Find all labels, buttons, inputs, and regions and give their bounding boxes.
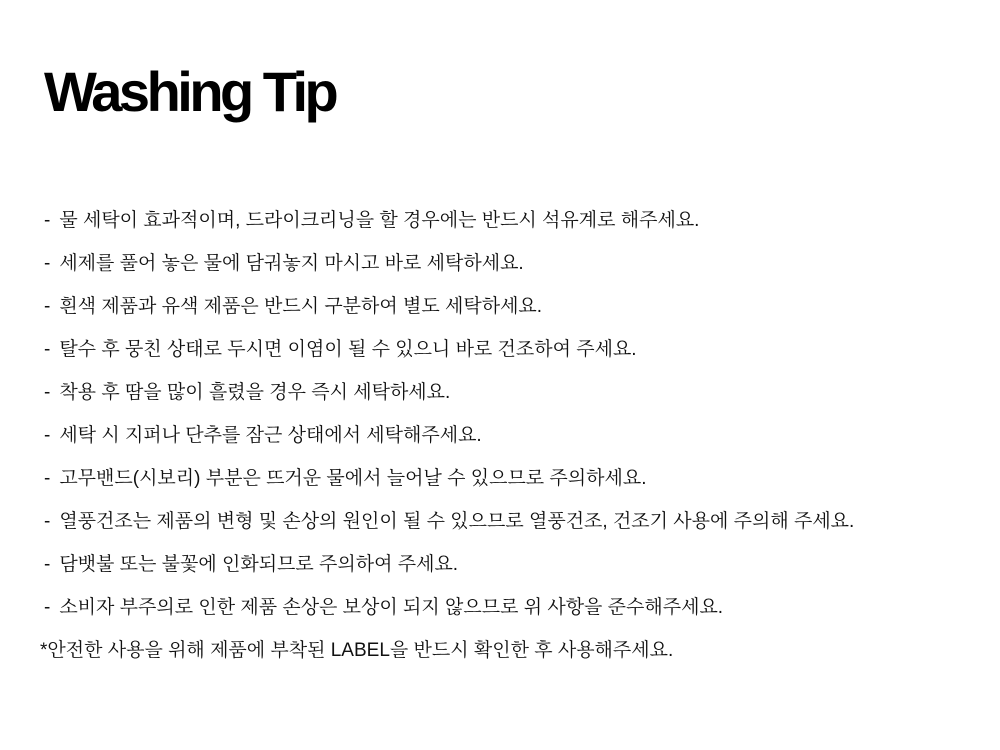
bullet-dash: - — [44, 253, 51, 274]
list-item — [44, 199, 970, 242]
list-item — [44, 414, 970, 457]
list-item — [44, 242, 970, 285]
bullet-dash: - — [44, 468, 51, 489]
bullet-dash: - — [44, 425, 51, 446]
tip-text: 착용 후 땀을 많이 흘렸을 경우 즉시 세탁하세요. — [59, 382, 451, 403]
tip-text: 세탁 시 지퍼나 단추를 잠근 상태에서 세탁해주세요. — [59, 425, 482, 446]
list-item — [44, 371, 970, 414]
list-item — [44, 328, 970, 371]
bullet-dash: - — [44, 296, 51, 317]
bullet-dash: - — [44, 382, 51, 403]
bullet-dash: - — [44, 210, 51, 231]
tip-text: 물 세탁이 효과적이며, 드라이크리닝을 할 경우에는 반드시 석유계로 해주세요. — [59, 210, 700, 231]
bullet-dash: - — [44, 339, 51, 360]
bullet-dash: - — [44, 597, 51, 618]
bullet-dash: - — [44, 511, 51, 532]
list-item — [44, 586, 970, 629]
footnote: *안전한 사용을 위해 제품에 부착된 LABEL을 반드시 확인한 후 사용해주세요. — [40, 640, 674, 661]
tip-text: 세제를 풀어 놓은 물에 담궈놓지 마시고 바로 세탁하세요. — [59, 253, 524, 274]
tip-text: 고무밴드(시보리) 부분은 뜨거운 물에서 늘어날 수 있으므로 주의하세요. — [59, 468, 647, 489]
bullet-dash: - — [44, 554, 51, 575]
list-item — [44, 285, 970, 328]
tip-text: 열풍건조는 제품의 변형 및 손상의 원인이 될 수 있으므로 열풍건조, 건조기 사용에 주의해 주세요. — [59, 511, 855, 532]
tip-text: 소비자 부주의로 인한 제품 손상은 보상이 되지 않으므로 위 사항을 준수해주세요. — [59, 597, 724, 618]
tip-text: 탈수 후 뭉친 상태로 두시면 이염이 될 수 있으니 바로 건조하여 주세요. — [59, 339, 637, 360]
tip-text: 담뱃불 또는 불꽃에 인화되므로 주의하여 주세요. — [59, 554, 459, 575]
list-item — [44, 543, 970, 586]
tip-text: 흰색 제품과 유색 제품은 반드시 구분하여 별도 세탁하세요. — [59, 296, 543, 317]
list-item — [44, 457, 970, 500]
washing-tips-list — [40, 199, 970, 672]
page-title: Washing Tip — [44, 60, 336, 123]
list-item — [44, 500, 970, 543]
